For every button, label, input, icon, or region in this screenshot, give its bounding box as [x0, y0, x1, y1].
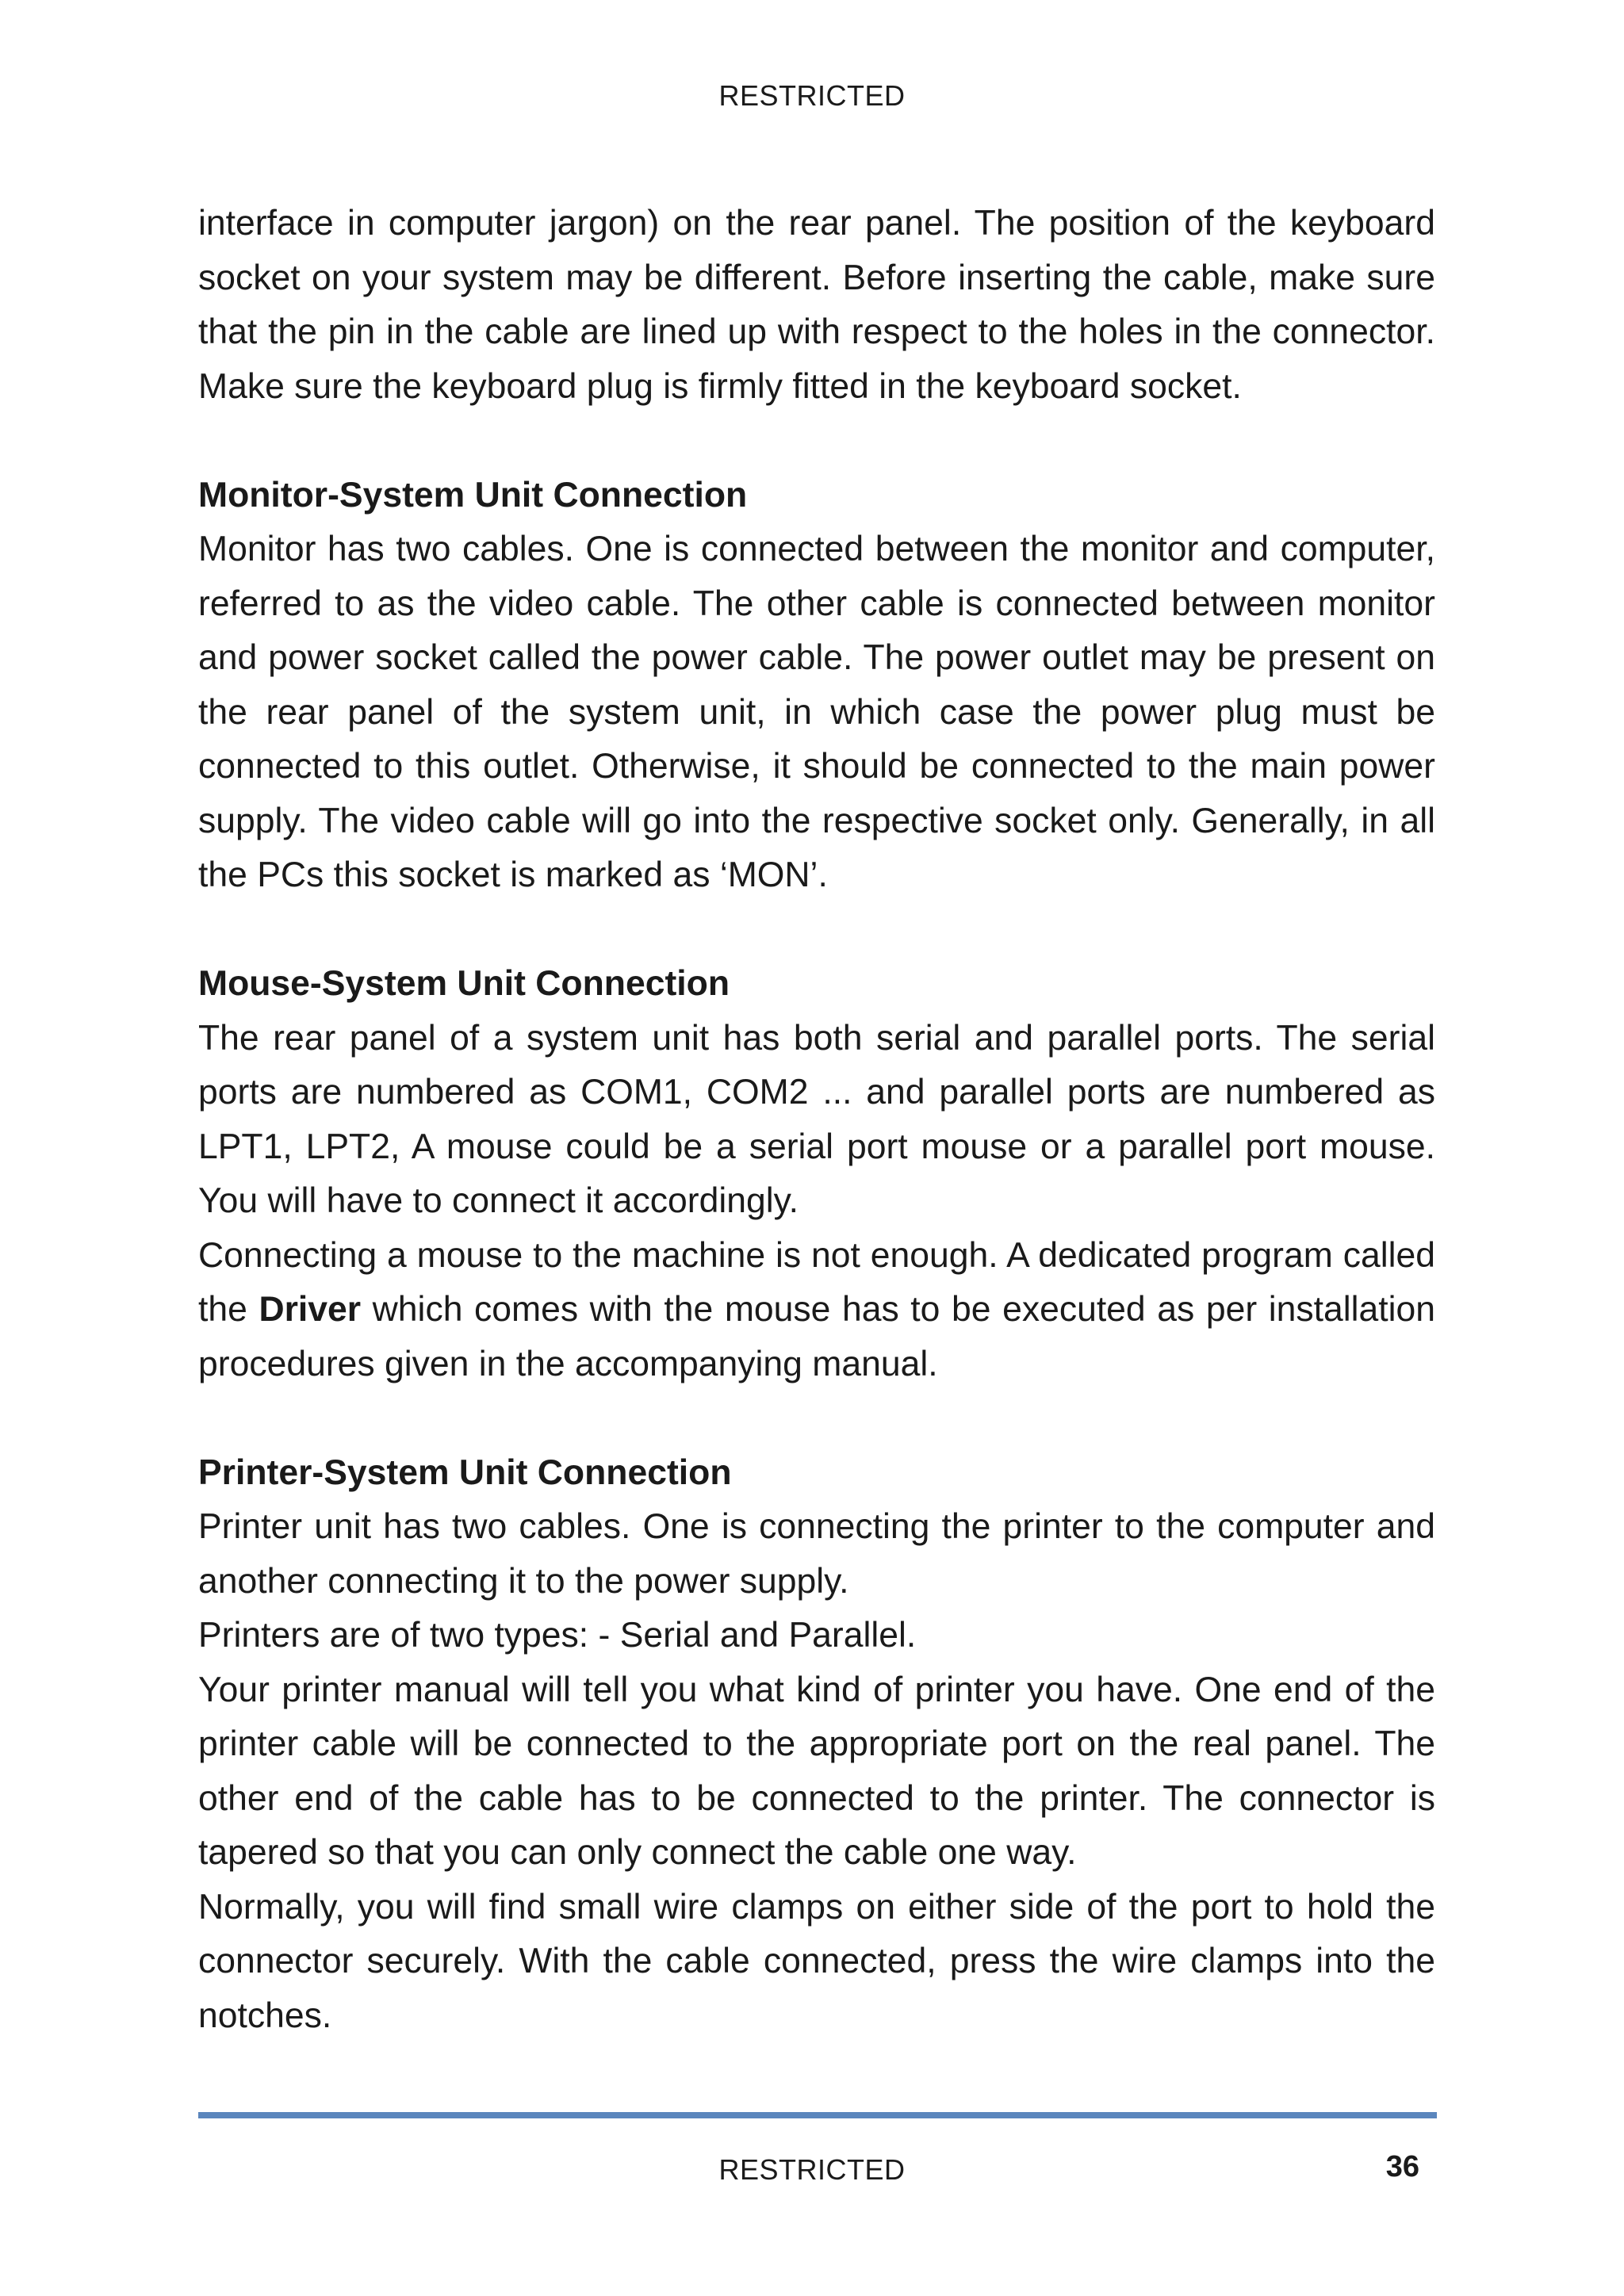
intro-paragraph: interface in computer jargon) on the rear panel. The position of the keyboard socket on your system may be different. Before inserting the cable, make sure that the pin in the cable are lined up with respect to the holes in the connector. Make sure the keyboard plug is firmly fitted in the keyboard socket. — [198, 204, 1435, 406]
driver-term: Driver — [259, 1290, 362, 1329]
printer-paragraph-1: Printer unit has two cables. One is connecting the printer to the computer and another connecting it to the power supply. — [198, 1507, 1435, 1601]
section-spacer — [198, 1391, 1435, 1446]
section-spacer — [198, 414, 1435, 469]
mouse-paragraph-2 — [198, 1229, 1435, 1392]
printer-paragraph-2: Printers are of two types: - Serial and Parallel. — [198, 1616, 917, 1655]
page-number: 36 — [1385, 2150, 1419, 2183]
mouse-section-heading: Mouse-System Unit Connection — [198, 964, 730, 1003]
monitor-paragraph: Monitor has two cables. One is connected between the monitor and computer, referred to as the video cable. The other cable is connected between monitor and power socket called the power cable. The power outlet may be present on the rear panel of the system unit, in which case the power plug must be connected to this outlet. Otherwise, it should be connected to the main power supply. The video cable will go into the respective socket only. Generally, in all the PCs this socket is marked as ‘MON’. — [198, 530, 1435, 894]
section-spacer — [198, 903, 1435, 958]
page-body — [198, 197, 1435, 2043]
page-header: RESTRICTED — [718, 79, 906, 112]
printer-paragraph-4: Normally, you will find small wire clamps on either side of the port to hold the connector securely. With the cable connected, press the wire clamps into the notches. — [198, 1887, 1435, 2035]
printer-section-heading: Printer-System Unit Connection — [198, 1452, 732, 1492]
monitor-section-heading: Monitor-System Unit Connection — [198, 475, 748, 515]
mouse-paragraph-2-tail: which comes with the mouse has to be executed as per installation procedures given in the accompanying manual. — [198, 1290, 1435, 1383]
mouse-paragraph-2-lead: Connecting a mouse to the machine is not enough. A dedicated program called the — [198, 1235, 1435, 1329]
printer-paragraph-3: Your printer manual will tell you what kind of printer you have. One end of the printer cable will be connected to the appropriate port on the real panel. The other end of the cable has to be connected to the printer. The connector is tapered so that you can only connect the cable one way. — [198, 1670, 1435, 1872]
footer-divider — [198, 2112, 1437, 2118]
page-footer: RESTRICTED — [718, 2153, 906, 2186]
mouse-paragraph-1: The rear panel of a system unit has both serial and parallel ports. The serial ports are numbered as COM1, COM2 ... and parallel ports are numbered as LPT1, LPT2, A mouse could be a serial port mouse or a parallel port mouse. You will have to connect it accordingly. — [198, 1018, 1435, 1220]
